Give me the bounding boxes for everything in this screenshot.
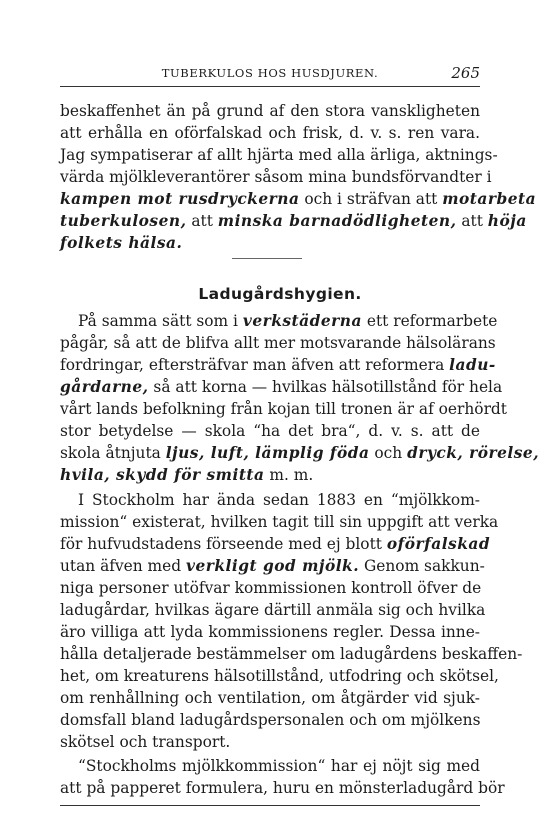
text-line [60,100,480,122]
emphasized-phrase: dryck, rörelse, [407,444,540,462]
text-segment: ladugårdar, hvilkas ägare därtill anmäla sig och hvilka [60,601,486,619]
text-line [60,777,505,799]
emphasized-phrase: folkets hälsa. [60,234,183,252]
text-segment: att erhålla en oförfalskad och frisk, d. v. s. ren vara. [60,124,480,142]
text-line [60,687,480,709]
text-segment: fordringar, eftersträfvar man äfven att reformera [60,356,450,374]
text-line [60,376,503,398]
text-line [78,310,498,332]
text-segment: och [369,444,408,462]
text-segment: skola åtnjuta [60,444,166,462]
text-segment: I Stockholm har ända sedan 1883 en “mjölkkom- [78,491,480,509]
text-line [60,709,480,731]
text-line [60,511,499,533]
text-segment: om renhållning och ventilation, om åtgärder vid sjuk- [60,689,480,707]
text-line [60,166,492,188]
text-line [60,555,485,577]
emphasized-phrase: hvila, skydd för smitta [60,466,265,484]
text-line [60,354,496,376]
text-line [78,489,480,511]
text-segment: så att korna — hvilkas hälsotillstånd för hela [148,378,503,396]
text-line [60,533,491,555]
emphasized-phrase: gårdarne, [60,378,149,396]
text-line [60,464,360,486]
text-segment: att [186,212,218,230]
text-line [60,144,498,166]
text-line [60,621,480,643]
emphasized-phrase: motarbeta [442,190,537,208]
running-title: TUBERKULOS HOS HUSDJUREN. [161,66,379,80]
text-segment: niga personer utöfvar kommissionen kontroll öfver de [60,579,482,597]
text-segment: “Stockholms mjölkkommission“ har ej nöjt sig med [78,757,480,775]
emphasized-phrase: tuberkulosen, [60,212,187,230]
text-line [60,332,496,354]
text-segment: för hufvudstadens förseende med ej blott [60,535,387,553]
bottom-rule [60,805,480,806]
text-segment: het, om kreaturens hälsotillstånd, utfodring och skötsel, [60,667,499,685]
text-segment: att [456,212,488,230]
text-segment: Genom sakkun- [359,557,485,575]
text-segment: äro villiga att lyda kommissionens regler. Dessa inne- [60,623,480,641]
section-divider [232,258,302,260]
text-line [60,643,523,665]
text-line [60,122,480,144]
text-segment: utan äfven med [60,557,187,575]
text-segment: och i sträfvan att [299,190,443,208]
text-segment: vårt lands befolkning från kojan till tronen är af oerhördt [60,400,507,418]
text-line [60,442,540,464]
text-line [60,731,260,753]
text-segment: stor betydelse — skola “ha det bra“, d. v. s. att de [60,422,480,440]
text-segment: pågår, så att de blifva allt mer motsvarande hälsolärans [60,334,496,352]
text-line [78,755,480,777]
emphasized-phrase: verkstäderna [242,312,362,330]
text-line [60,420,480,442]
emphasized-phrase: ljus, luft, lämplig föda [165,444,370,462]
text-segment: domsfall bland ladugårdspersonalen och om mjölkens [60,711,481,729]
text-line [60,398,507,420]
text-line [60,599,486,621]
emphasized-phrase: ladu- [449,356,496,374]
emphasized-phrase: verkligt god mjölk. [186,557,360,575]
text-segment: skötsel och transport. [60,733,231,751]
text-segment: ett reformarbete [361,312,498,330]
text-segment: beskaffenhet än på grund af den stora vanskligheten [60,102,480,120]
text-line [60,210,527,232]
text-segment: att på papperet formulera, huru en mönsterladugård bör [60,779,505,797]
page-number: 265 [451,64,480,82]
text-line [60,665,499,687]
text-segment: Jag sympatiserar af allt hjärta med alla ärliga, aktnings- [60,146,498,164]
page-header [60,66,480,87]
text-segment: mission“ existerat, hvilken tagit till sin uppgift att verka [60,513,499,531]
text-segment: värda mjölkleverantörer såsom mina bundsförvandter i [60,168,492,186]
emphasized-phrase: höja [487,212,527,230]
emphasized-phrase: minska barnadödligheten, [217,212,457,230]
text-segment: På samma sätt som i [78,312,243,330]
section-heading: Ladugårdshygien. [198,285,362,303]
text-line [60,188,537,210]
text-line [60,232,260,254]
emphasized-phrase: kampen mot rusdryckerna [60,190,300,208]
text-segment: m. m. [264,466,314,484]
text-segment: hålla detaljerade bestämmelser om ladugårdens beskaffen- [60,645,523,663]
emphasized-phrase: oförfalskad [386,535,491,553]
text-line [60,577,480,599]
